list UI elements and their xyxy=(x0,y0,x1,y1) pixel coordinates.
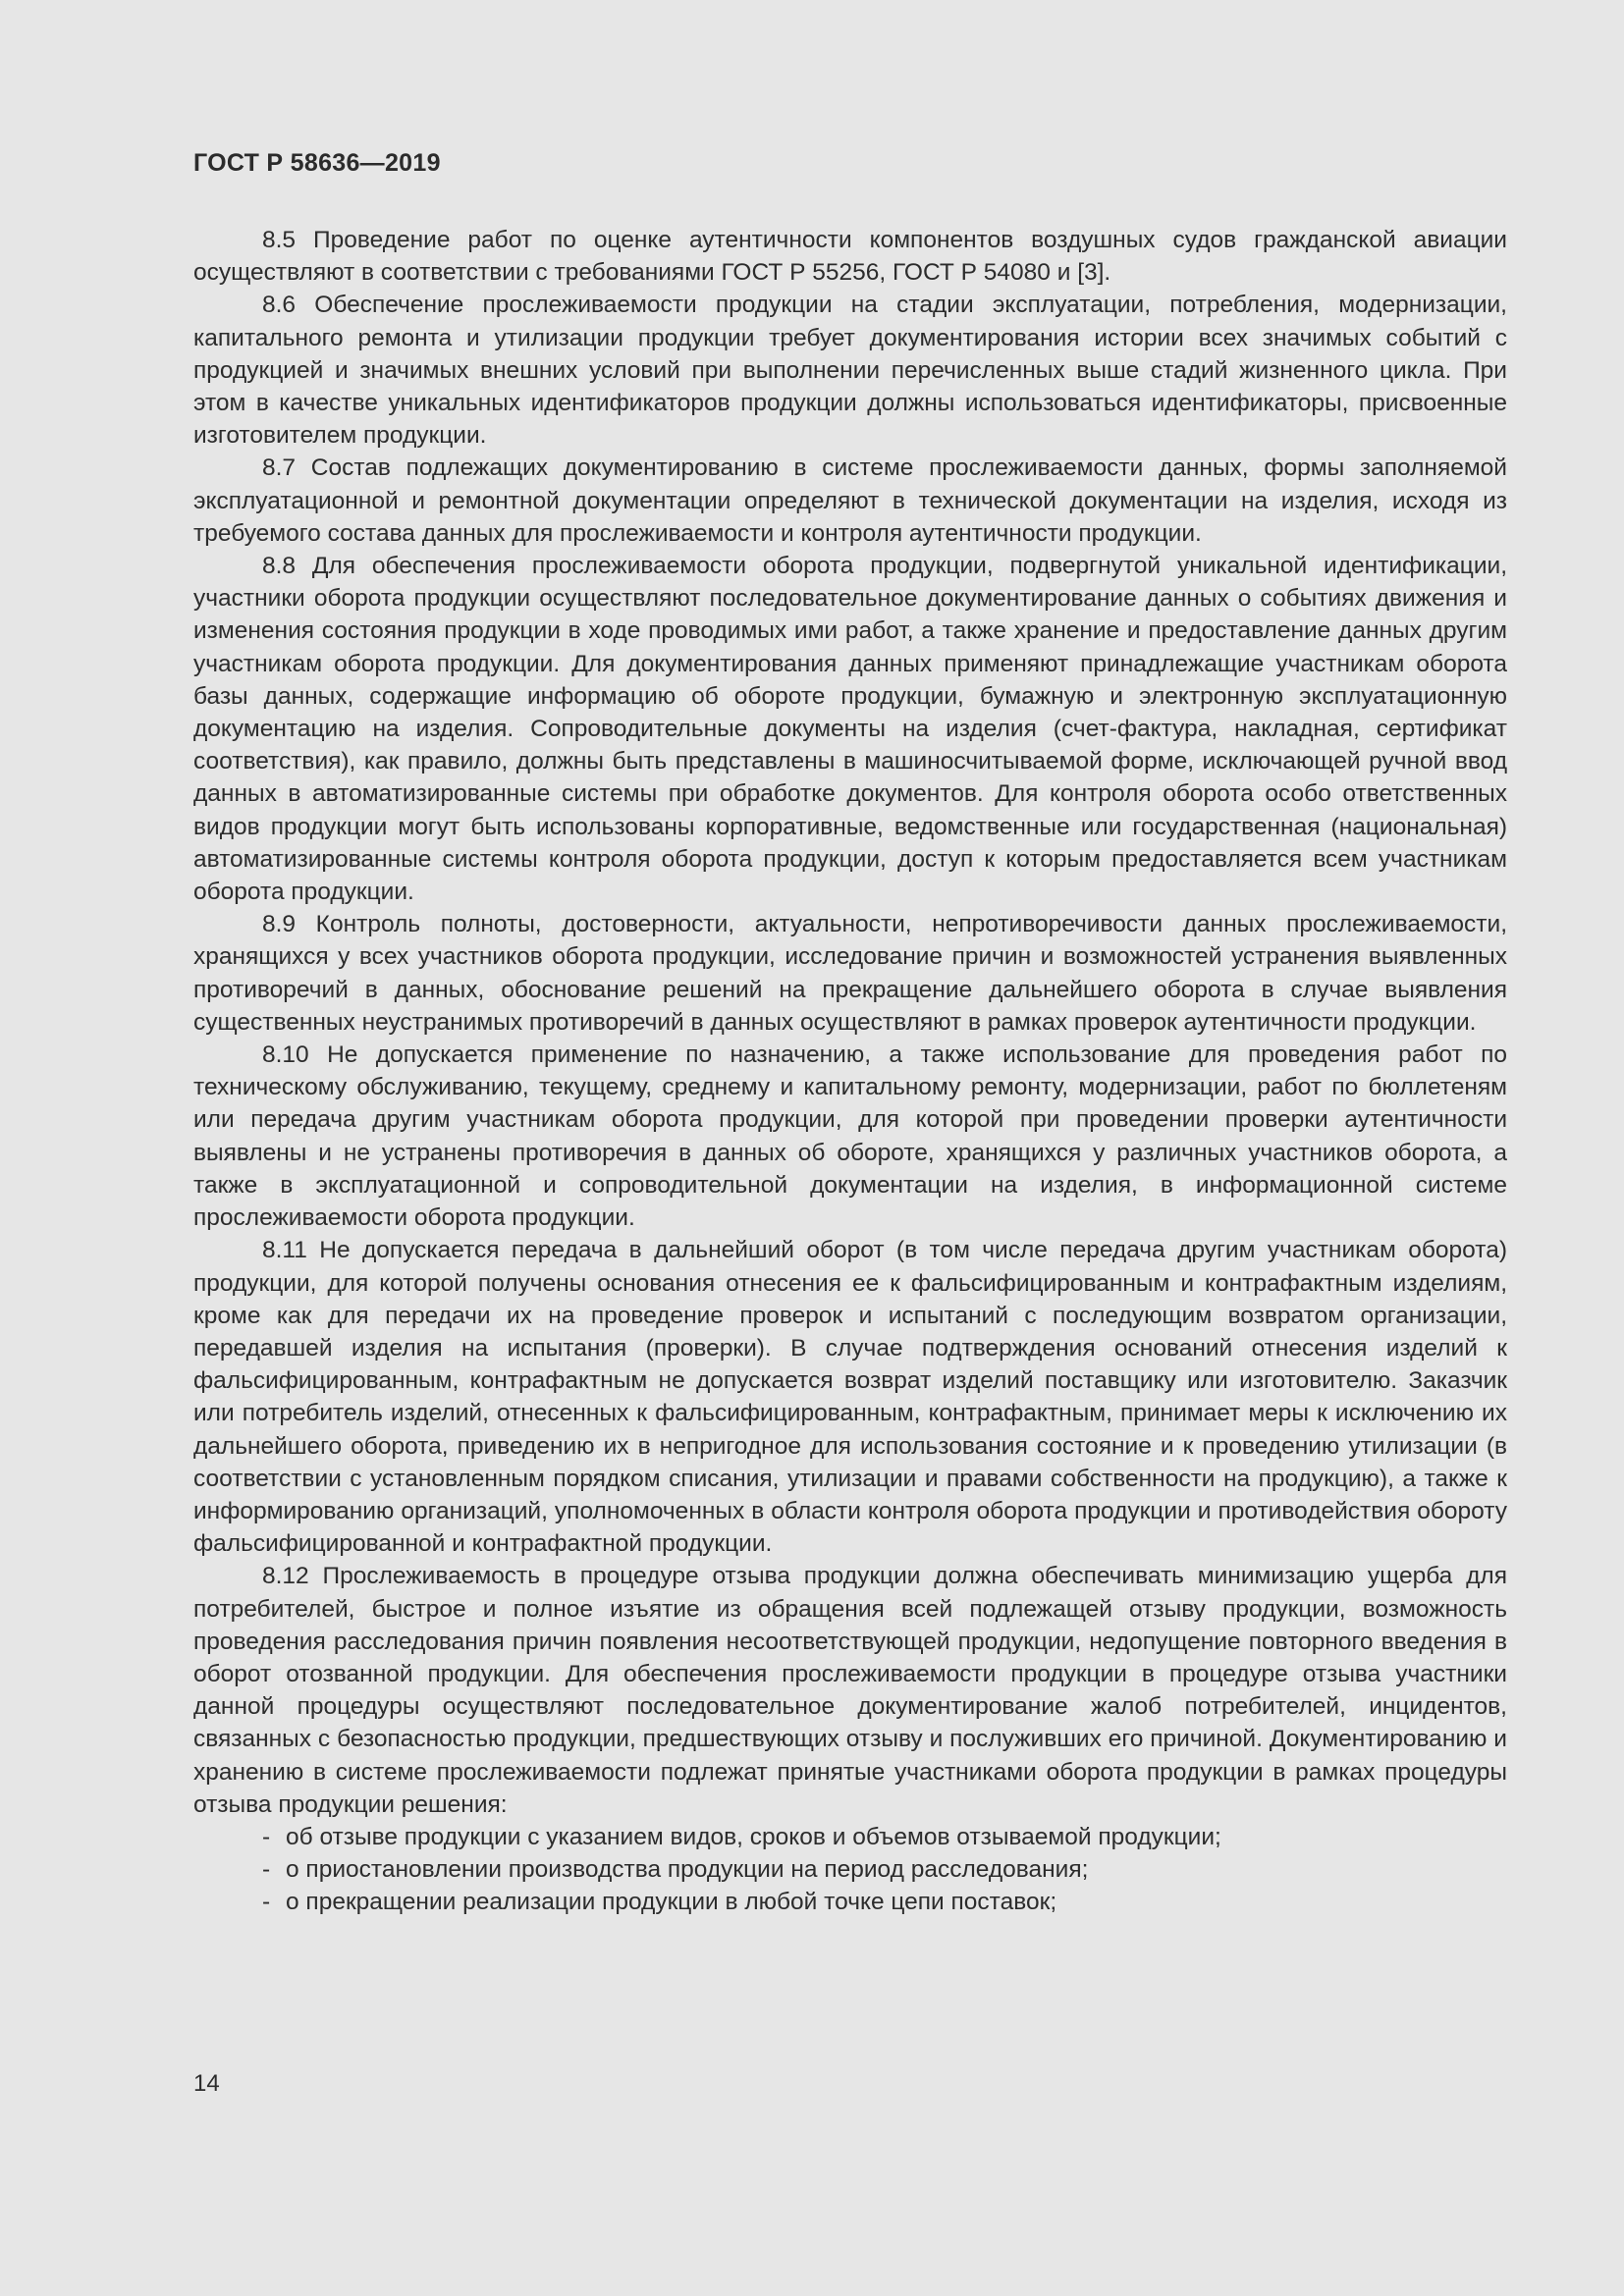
list-item xyxy=(193,1853,1507,1886)
paragraph-8-9: 8.9 Контроль полноты, достоверности, актуальности, непротиворечивости данных прослеживаемости, хранящихся у всех участников оборота продукции, исследование причин и возможностей устранения выявленных противоречий в данных, обоснование решений на прекращение дальнейшего оборота в случае выявления существенных неустранимых противоречий в данных осуществляют в рамках проверок аутентичности продукции. xyxy=(193,911,1507,1036)
paragraph-8-6: 8.6 Обеспечение прослеживаемости продукции на стадии эксплуатации, потребления, модернизации, капитального ремонта и утилизации продукции требует документирования истории всех значимых событий с продукцией и значимых внешних условий при выполнении перечисленных выше стадий жизненного цикла. При этом в качестве уникальных идентификаторов продукции должны использоваться идентификаторы, присвоенные изготовителем продукции. xyxy=(193,292,1507,450)
list-item xyxy=(193,1821,1507,1853)
document-body xyxy=(193,224,1507,1919)
list-item xyxy=(193,1886,1507,1918)
paragraph-8-12: 8.12 Прослеживаемость в процедуре отзыва продукции должна обеспечивать минимизацию ущерба для потребителей, быстрое и полное изъятие из обращения всей подлежащей отзыву продукции, возможность проведения расследования причин появления несоответствующей продукции, недопущение повторного введения в оборот отозванной продукции. Для обеспечения прослеживаемости продукции в процедуре отзыва участники данной процедуры осуществляют последовательное документирование жалоб потребителей, инцидентов, связанных с безопасностью продукции, предшествующих отзыву и послуживших его причиной. Документированию и хранению в системе прослеживаемости подлежат принятые участниками оборота продукции в рамках процедуры отзыва продукции решения: xyxy=(193,1563,1507,1818)
recall-decisions-list xyxy=(193,1821,1507,1919)
paragraph-8-8: 8.8 Для обеспечения прослеживаемости оборота продукции, подвергнутой уникальной идентификации, участники оборота продукции осуществляют последовательное документирование данных о событиях движения и изменения состояния продукции в ходе проводимых ими работ, а также хранение и предоставление данных другим участникам оборота продукции. Для документирования данных применяют принадлежащие участникам оборота базы данных, содержащие информацию об обороте продукции, бумажную и электронную эксплуатационную документацию на изделия. Сопроводительные документы на изделия (счет-фактура, накладная, сертификат соответствия), как правило, должны быть представлены в машиносчитываемой форме, исключающей ручной ввод данных в автоматизированные системы при обработке документов. Для контроля оборота особо ответственных видов продукции могут быть использованы корпоративные, ведомственные или государственная (национальная) автоматизированные системы контроля оборота продукции, доступ к которым предоставляется всем участникам оборота продукции. xyxy=(193,553,1507,906)
list-dash: - xyxy=(262,1823,271,1850)
standard-id-header: ГОСТ Р 58636—2019 xyxy=(193,149,441,177)
paragraph-8-7: 8.7 Состав подлежащих документированию в системе прослеживаемости данных, формы заполняемой эксплуатационной и ремонтной документации определяют в технической документации на изделия, исходя из требуемого состава данных для прослеживаемости и контроля аутентичности продукции. xyxy=(193,454,1507,547)
list-item-text: о приостановлении производства продукции на период расследования; xyxy=(286,1856,1089,1884)
list-dash: - xyxy=(262,1856,271,1884)
paragraph-8-5: 8.5 Проведение работ по оценке аутентичности компонентов воздушных судов гражданской авиации осуществляют в соответствии с требованиями ГОСТ Р 55256, ГОСТ Р 54080 и [3]. xyxy=(193,227,1507,287)
paragraph-8-11: 8.11 Не допускается передача в дальнейший оборот (в том числе передача другим участникам оборота) продукции, для которой получены основания отнесения ее к фальсифицированным и контрафактным изделиям, кроме как для передачи их на проведение проверок и испытаний с последующим возвратом организации, передавшей изделия на испытания (проверки). В случае подтверждения оснований отнесения изделий к фальсифицированным, контрафактным не допускается возврат изделий поставщику или изготовителю. Заказчик или потребитель изделий, отнесенных к фальсифицированным, контрафактным, принимает меры к исключению их дальнейшего оборота, приведению их в непригодное для использования состояние и к проведению утилизации (в соответствии с установленным порядком списания, утилизации и правами собственности на продукцию), а также к информированию организаций, уполномоченных в области контроля оборота продукции и противодействия обороту фальсифицированной и контрафактной продукции. xyxy=(193,1237,1507,1558)
list-dash: - xyxy=(262,1889,271,1916)
page-number: 14 xyxy=(193,2070,220,2097)
list-item-text: о прекращении реализации продукции в любой точке цепи поставок; xyxy=(286,1889,1057,1916)
paragraph-8-10: 8.10 Не допускается применение по назначению, а также использование для проведения работ по техническому обслуживанию, текущему, среднему и капитальному ремонту, модернизации, работ по бюллетеням или передача другим участникам оборота продукции, для которой при проведении проверки аутентичности выявлены и не устранены противоречия в данных об обороте, хранящихся у различных участников оборота, а также в эксплуатационной и сопроводительной документации на изделия, в информационной системе прослеживаемости оборота продукции. xyxy=(193,1041,1507,1232)
list-item-text: об отзыве продукции с указанием видов, сроков и объемов отзываемой продукции; xyxy=(286,1823,1221,1850)
